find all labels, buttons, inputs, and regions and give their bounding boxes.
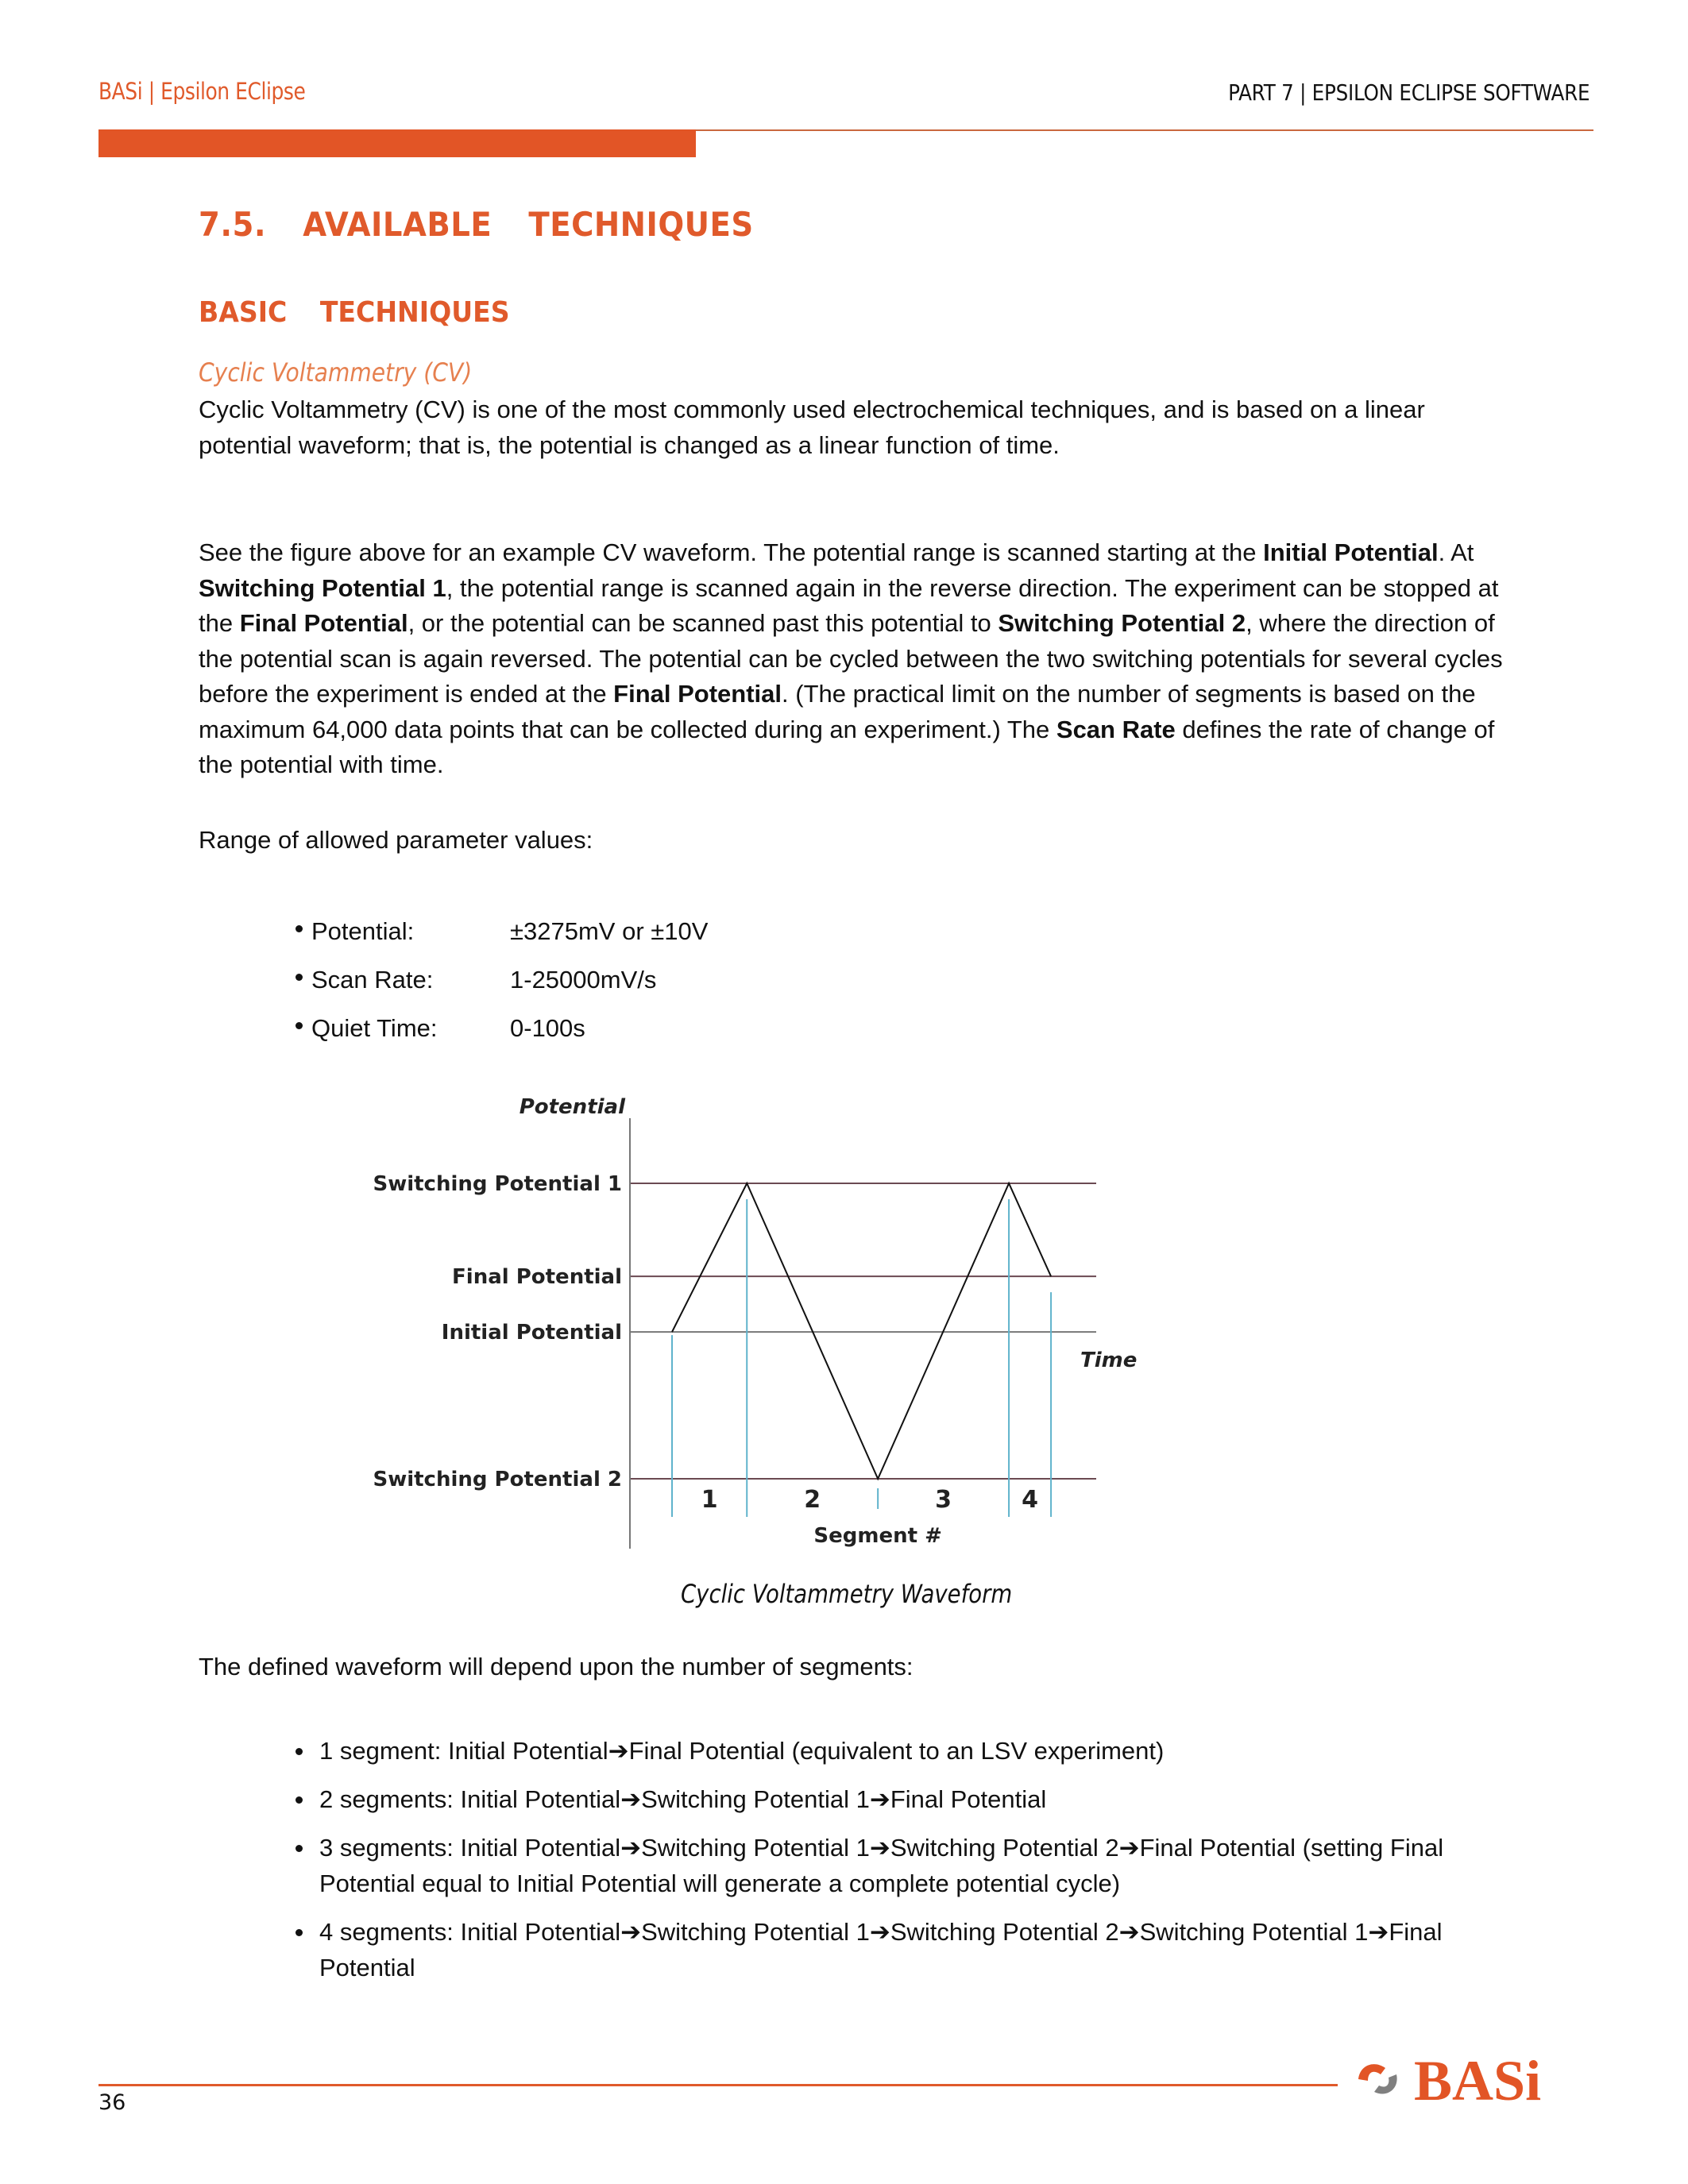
paragraph-text: , or the potential can be scanned past this potential to <box>408 609 999 637</box>
segment-list-item <box>295 1914 1487 1985</box>
bold-term: Final Potential <box>613 680 782 708</box>
header-rule <box>696 129 1593 131</box>
footer-rule <box>98 2084 1338 2086</box>
segment-list-item <box>295 1781 1487 1817</box>
segment-axis-label: Segment # <box>813 1524 942 1548</box>
parameter-value: 1-25000mV/s <box>510 965 657 994</box>
basi-swirl-icon <box>1358 2064 1397 2093</box>
parameter-row <box>295 907 708 955</box>
segment-list-item <box>295 1830 1487 1901</box>
parameter-value: 0-100s <box>510 1013 585 1042</box>
segment-list-item <box>295 1733 1487 1769</box>
y-axis-label: Potential <box>519 1095 625 1119</box>
x-axis-label: Time <box>1080 1349 1138 1373</box>
bold-term: Initial Potential <box>1263 538 1439 566</box>
bold-term: Scan Rate <box>1056 715 1176 743</box>
parameter-list <box>295 907 708 1052</box>
paragraph-text: See the figure above for an example CV waveform. The potential range is scanned starting at the <box>199 538 1264 566</box>
section-title: 7.5. AVAILABLE TECHNIQUES <box>199 205 754 244</box>
level-label: Initial Potential <box>441 1321 622 1345</box>
technique-title: Cyclic Voltammetry (CV) <box>199 357 473 388</box>
basi-logo-text: BASi <box>1414 2049 1542 2111</box>
header-accent-bar <box>98 129 696 157</box>
paragraph-text: . (The practical limit on the number of segments is based on the maximum 64,000 data points that can be collected during an experiment.) The <box>199 680 1476 743</box>
level-label: Final Potential <box>452 1265 622 1290</box>
segment-item-text: 2 segments: Initial Potential➔Switching Potential 1➔Final Potential <box>319 1785 1047 1813</box>
level-label: Switching Potential 2 <box>373 1468 622 1491</box>
parameter-row <box>295 955 708 1004</box>
bold-term: Final Potential <box>239 609 408 637</box>
page-number: 36 <box>98 2090 126 2115</box>
paragraph-text: , the potential range is scanned again in the reverse direction. The experiment can be stopped at the <box>199 573 1499 637</box>
bold-term: Switching Potential 2 <box>998 609 1246 637</box>
bold-term: Switching Potential 1 <box>199 573 446 602</box>
segment-item-text: 1 segment: Initial Potential➔Final Potential (equivalent to an LSV experiment) <box>319 1737 1165 1765</box>
parameter-label: Scan Rate: <box>311 965 434 994</box>
parameter-label: Quiet Time: <box>311 1013 438 1042</box>
segment-number: 3 <box>935 1486 952 1514</box>
segment-number: 4 <box>1022 1486 1039 1514</box>
description-paragraph <box>199 535 1509 783</box>
intro-paragraph: Cyclic Voltammetry (CV) is one of the most commonly used electrochemical techniques, and is based on a linear potential waveform; that is, the potential is changed as a linear function of time. <box>199 396 1425 459</box>
bullet-icon <box>295 1796 303 1804</box>
running-header-left: BASi | Epsilon EClipse <box>98 78 306 105</box>
parameter-row <box>295 1004 708 1052</box>
paragraph-text: defines the rate of change of the potential with time. <box>199 715 1495 778</box>
segment-number: 1 <box>701 1486 718 1514</box>
bullet-icon <box>295 925 303 932</box>
bullet-icon <box>295 1748 303 1755</box>
subsection-title: BASIC TECHNIQUES <box>199 296 510 329</box>
bullet-icon <box>295 1845 303 1852</box>
running-header-right: PART 7 | EPSILON ECLIPSE SOFTWARE <box>1227 79 1590 106</box>
segment-item-text: 4 segments: Initial Potential➔Switching Potential 1➔Switching Potential 2➔Switching Potential 1➔Final Potential <box>319 1918 1443 1981</box>
segment-item-text: 3 segments: Initial Potential➔Switching Potential 1➔Switching Potential 2➔Final Potential (setting Final Potential equal to Initial Potential will generate a complete potential cycle) <box>319 1834 1444 1897</box>
segment-list <box>295 1733 1487 1998</box>
parameter-label: Potential: <box>311 916 415 945</box>
bullet-icon <box>295 974 303 981</box>
bullet-icon <box>295 1022 303 1029</box>
bullet-icon <box>295 1929 303 1936</box>
range-intro: Range of allowed parameter values: <box>199 826 593 854</box>
waveform-line <box>672 1183 1051 1479</box>
basi-logo <box>1350 2047 1589 2111</box>
paragraph-text: . At <box>1438 538 1474 566</box>
level-label: Switching Potential 1 <box>373 1172 622 1196</box>
segment-number: 2 <box>804 1486 821 1514</box>
caption-text: Cyclic Voltammetry Waveform <box>680 1579 1013 1609</box>
paragraph-text: , where the direction of the potential scan is again reversed. The potential can be cycled between the two switching potentials for several cycles before the experiment is ended at the <box>199 609 1503 708</box>
parameter-value: ±3275mV or ±10V <box>510 916 709 945</box>
figure-caption <box>0 1579 1688 1609</box>
segments-intro: The defined waveform will depend upon the number of segments: <box>199 1653 914 1680</box>
cv-waveform-figure <box>350 1088 1144 1565</box>
